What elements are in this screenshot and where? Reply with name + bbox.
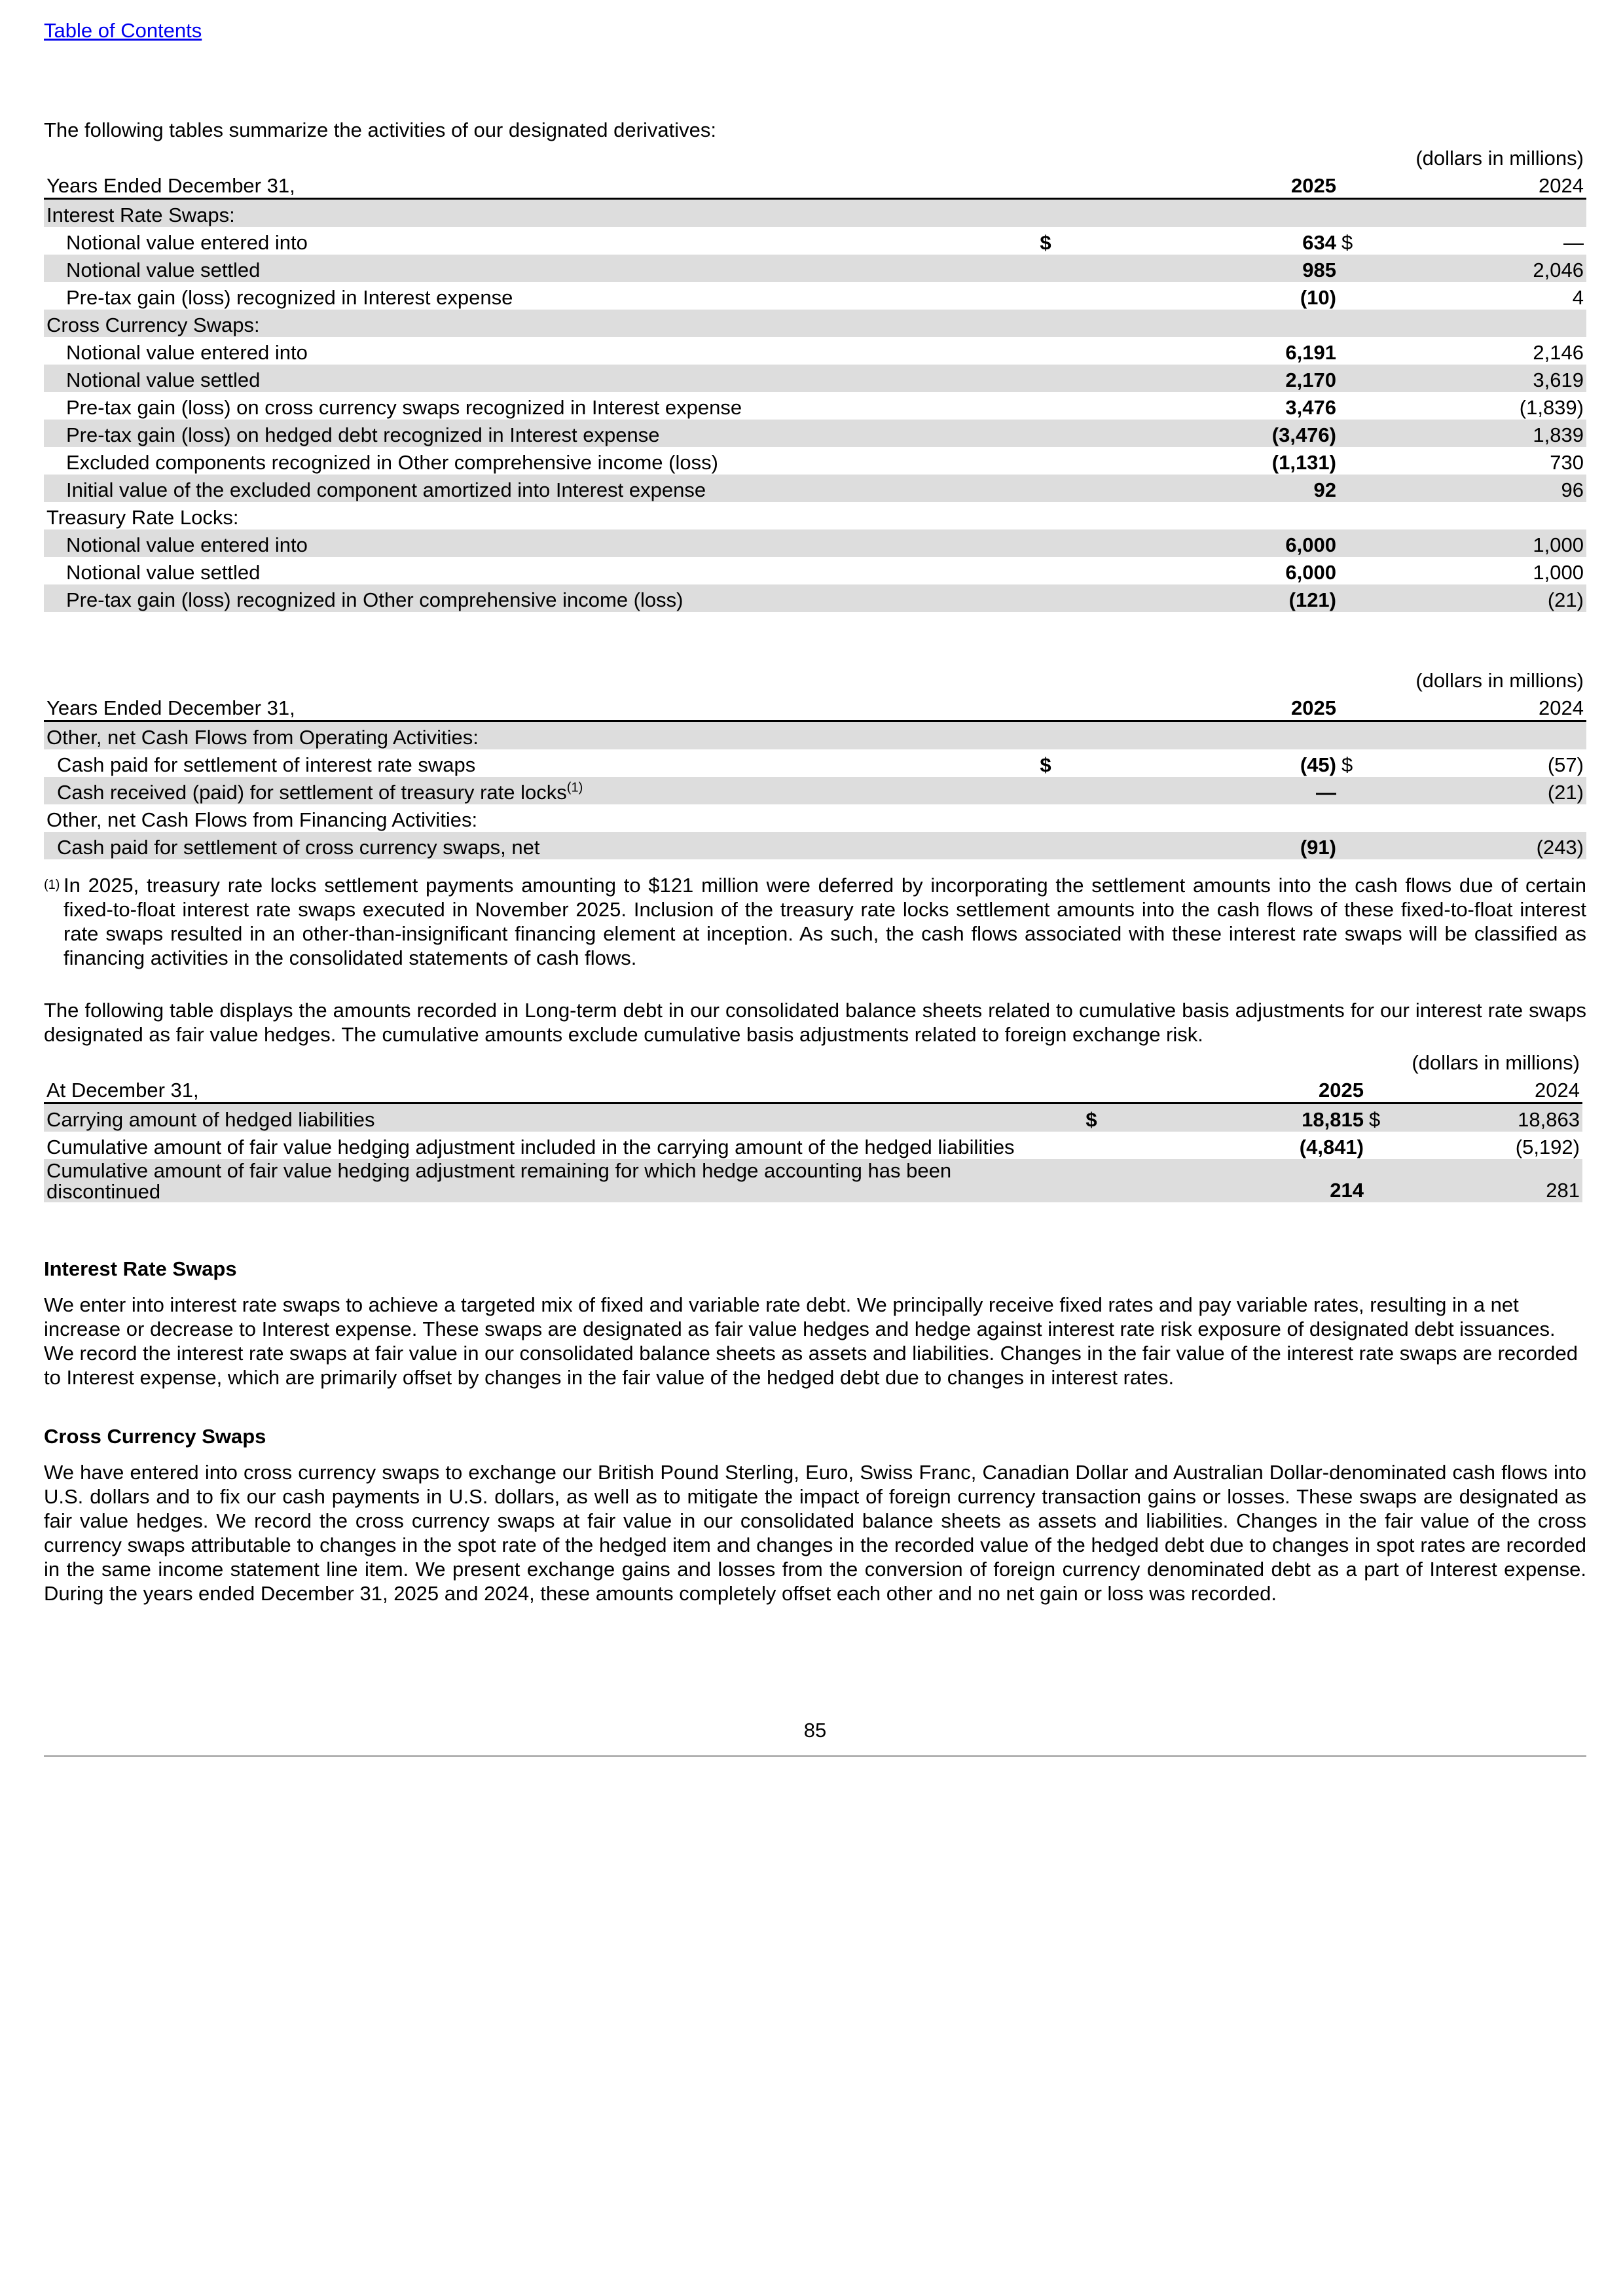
currency-symbol-2024 — [1339, 310, 1365, 337]
row-label-text: Initial value of the excluded component amortized into Interest expense — [66, 478, 706, 501]
row-label — [44, 1132, 1072, 1159]
currency-symbol-2025 — [1019, 199, 1072, 228]
row-label — [44, 749, 1019, 777]
row-label-text: Cumulative amount of fair value hedging adjustment remaining for which hedge accounting has been discontinued — [46, 1159, 952, 1203]
row-label-text: Cash paid for settlement of cross currency swaps, net — [57, 835, 540, 859]
currency-symbol-2025 — [1019, 420, 1072, 447]
currency-symbol-2024 — [1339, 721, 1365, 750]
footer-divider — [44, 1755, 1586, 1757]
value-2024: 2,146 — [1533, 340, 1584, 364]
currency-symbol-2024 — [1339, 557, 1365, 584]
currency-symbol-2025 — [1019, 447, 1072, 475]
value-2024: 1,839 — [1365, 420, 1586, 447]
row-label-text: Cash paid for settlement of interest rate swaps — [57, 753, 476, 776]
currency-symbol-2025 — [1072, 1132, 1111, 1159]
table-row — [44, 310, 1586, 337]
row-label-text: Excluded components recognized in Other comprehensive income (loss) — [66, 450, 718, 474]
table-row — [44, 749, 1586, 777]
fair-value-hedge-table — [44, 1047, 1582, 1202]
table-row — [44, 557, 1586, 584]
value-2024: 18,863 — [1393, 1103, 1582, 1132]
value-2024: 3,619 — [1365, 365, 1586, 392]
designated-derivatives-table — [44, 143, 1586, 612]
value-2024: — — [1563, 230, 1584, 254]
currency-symbol-2025 — [1019, 557, 1072, 584]
value-2024 — [1365, 721, 1586, 750]
value-2024 — [1365, 199, 1586, 228]
table-row — [44, 804, 1586, 832]
table-row — [44, 365, 1586, 392]
currency-symbol-2024 — [1339, 282, 1365, 310]
table-row — [44, 1103, 1582, 1132]
period-label: Years Ended December 31, — [44, 692, 1019, 721]
row-label-text: Notional value entered into — [66, 340, 308, 364]
footnote — [44, 873, 1586, 970]
table-row — [44, 1132, 1582, 1159]
row-label-text: Pre-tax gain (loss) recognized in Other comprehensive income (loss) — [66, 588, 684, 611]
value-2025: 634 — [1302, 230, 1336, 254]
currency-symbol-2024 — [1339, 337, 1365, 365]
value-2025: 3,476 — [1285, 395, 1336, 419]
value-2024: 730 — [1550, 450, 1584, 474]
value-2025: (91) — [1072, 832, 1339, 859]
footnote-text: In 2025, treasury rate locks settlement payments amounting to $121 million were deferred by incorporating the settlement amounts into the cash flows due of certain fixed-to-float interest rate swaps executed in November 2025. Inclusion of the treasury rate locks settlement amounts into the cash flows of these fixed-to-float interest rate swaps resulted in an other-than-insignificant financing element at inception. As such, the cash flows associated with these interest rate swaps will be classified as financing activities in the consolidated statements of cash flows. — [64, 874, 1586, 969]
column-header-2024: 2024 — [1393, 1075, 1582, 1103]
value-2025: (3,476) — [1072, 420, 1339, 447]
currency-symbol-2024 — [1339, 804, 1365, 832]
row-label — [44, 502, 1019, 529]
value-2024 — [1365, 502, 1586, 529]
table-row — [44, 832, 1586, 859]
row-label-text: Treasury Rate Locks: — [46, 505, 239, 529]
units-label: (dollars in millions) — [1412, 1050, 1580, 1074]
currency-symbol-2024 — [1339, 502, 1365, 529]
value-2025: 985 — [1072, 255, 1339, 282]
table-row — [44, 255, 1586, 282]
column-header-2024: 2024 — [1365, 170, 1586, 199]
row-label — [44, 420, 1019, 447]
cross-currency-swaps-body: We have entered into cross currency swaps to exchange our British Pound Sterling, Euro, Swiss Franc, Canadian Dollar and Australian Dollar-denominated cash flows into U.S. dollars and to fix our cash payments in U.S. dollars, as well as to mitigate the impact of foreign currency transaction gains or losses. These swaps are designated as fair value hedges. We record the cross currency swaps at fair value in our consolidated balance sheets as assets and liabilities. Changes in the fair value of the cross currency swaps attributable to changes in the spot rate of the hedged item and changes in the recorded value of the hedged debt due to changes in spot rates are recorded in the same income statement line item. We present exchange gains and losses from the conversion of foreign currency denominated debt as a part of Interest expense. During the years ended December 31, 2025 and 2024, these amounts completely offset each other and no net gain or loss was recorded. — [44, 1461, 1586, 1605]
row-label — [44, 475, 1019, 502]
column-header-2025: 2025 — [1072, 692, 1339, 721]
value-2025 — [1072, 804, 1339, 832]
value-2025: 18,815 — [1111, 1103, 1366, 1132]
currency-symbol-2025 — [1019, 392, 1072, 420]
intro-derivatives-text: The following tables summarize the activities of our designated derivatives: — [44, 118, 716, 141]
currency-symbol-2024: $ — [1366, 1103, 1393, 1132]
table-row — [44, 337, 1586, 365]
column-header-2024: 2024 — [1365, 692, 1586, 721]
period-label: Years Ended December 31, — [44, 170, 1019, 199]
row-label — [44, 255, 1019, 282]
currency-symbol-2025 — [1072, 1159, 1111, 1202]
currency-symbol-2025: $ — [1040, 230, 1051, 254]
value-2024 — [1365, 310, 1586, 337]
currency-symbol-2024 — [1339, 777, 1365, 804]
value-2024: 2,046 — [1365, 255, 1586, 282]
period-label: At December 31, — [44, 1075, 1072, 1103]
value-2024: 281 — [1393, 1159, 1582, 1202]
column-header-2025: 2025 — [1111, 1075, 1366, 1103]
value-2024: 96 — [1365, 475, 1586, 502]
footnote-mark: (1) — [44, 878, 60, 892]
row-label-text: Cash received (paid) for settlement of treasury rate locks — [57, 780, 567, 804]
units-label: (dollars in millions) — [1415, 668, 1584, 692]
currency-symbol-2024: $ — [1341, 230, 1353, 254]
row-label — [44, 282, 1019, 310]
value-2025: 6,191 — [1285, 340, 1336, 364]
currency-symbol-2025: $ — [1072, 1103, 1111, 1132]
table-row — [44, 199, 1586, 228]
interest-rate-swaps-heading: Interest Rate Swaps — [44, 1257, 237, 1280]
currency-symbol-2025 — [1019, 529, 1072, 557]
row-label — [44, 1103, 1072, 1132]
currency-symbol-2025 — [1019, 337, 1072, 365]
value-2025 — [1072, 502, 1339, 529]
currency-symbol-2024 — [1339, 447, 1365, 475]
currency-symbol-2025 — [1019, 310, 1072, 337]
table-row — [44, 420, 1586, 447]
currency-symbol-2025 — [1019, 777, 1072, 804]
row-label — [44, 337, 1019, 365]
value-2025: — — [1072, 777, 1339, 804]
value-2025: (10) — [1300, 285, 1336, 309]
value-2024: (57) — [1547, 753, 1584, 776]
value-2025: (121) — [1072, 584, 1339, 612]
row-label — [44, 365, 1019, 392]
value-2024: 1,000 — [1533, 560, 1584, 584]
row-label-text: Pre-tax gain (loss) on cross currency swaps recognized in Interest expense — [66, 395, 742, 419]
currency-symbol-2024 — [1339, 392, 1365, 420]
currency-symbol-2024 — [1339, 584, 1365, 612]
currency-symbol-2024 — [1339, 420, 1365, 447]
row-label — [44, 310, 1019, 337]
row-label — [44, 777, 1019, 804]
value-2025: (45) — [1300, 753, 1336, 776]
row-label-text: Interest Rate Swaps: — [46, 203, 235, 226]
table-row — [44, 721, 1586, 750]
currency-symbol-2024 — [1339, 529, 1365, 557]
currency-symbol-2025: $ — [1040, 753, 1051, 776]
table-row — [44, 529, 1586, 557]
row-label-text: Notional value settled — [66, 258, 261, 281]
currency-symbol-2025 — [1019, 584, 1072, 612]
currency-symbol-2024 — [1339, 255, 1365, 282]
cash-flows-derivatives-table — [44, 665, 1586, 859]
value-2025: 6,000 — [1072, 529, 1339, 557]
table-row — [44, 392, 1586, 420]
value-2025 — [1072, 721, 1339, 750]
row-label-text: Other, net Cash Flows from Operating Activities: — [46, 725, 479, 749]
table-row — [44, 282, 1586, 310]
currency-symbol-2025 — [1019, 721, 1072, 750]
row-label-text: Pre-tax gain (loss) on hedged debt recognized in Interest expense — [66, 423, 660, 446]
value-2025 — [1072, 310, 1339, 337]
currency-symbol-2024 — [1366, 1159, 1393, 1202]
value-2024: 4 — [1572, 285, 1584, 309]
table-row — [44, 1159, 1582, 1202]
value-2024: 1,000 — [1365, 529, 1586, 557]
value-2025: 2,170 — [1072, 365, 1339, 392]
currency-symbol-2024 — [1366, 1132, 1393, 1159]
row-label-text: Notional value entered into — [66, 230, 308, 254]
row-label-text: Notional value settled — [66, 368, 261, 391]
interest-rate-swaps-body: We enter into interest rate swaps to achieve a targeted mix of fixed and variable rate debt. We principally receive fixed rates and pay variable rates, resulting in a net increase or decrease to Interest expense. These swaps are designated as fair value hedges and hedge against interest rate risk exposure of designated debt issuances. We record the interest rate swaps at fair value in our consolidated balance sheets as assets and liabilities. Changes in the fair value of the interest rate swaps are recorded to Interest expense, which are primarily offset by changes in the fair value of the hedged debt due to changes in interest rates. — [44, 1293, 1578, 1389]
currency-symbol-2025 — [1019, 365, 1072, 392]
table-of-contents-link[interactable]: Table of Contents — [44, 19, 202, 42]
currency-symbol-2025 — [1019, 282, 1072, 310]
value-2024: (5,192) — [1515, 1135, 1580, 1158]
currency-symbol-2025 — [1019, 475, 1072, 502]
value-2025: 214 — [1111, 1159, 1366, 1202]
currency-symbol-2024: $ — [1341, 753, 1353, 776]
page-number: 85 — [803, 1719, 827, 1742]
currency-symbol-2024 — [1339, 199, 1365, 228]
intro-hedged-liabilities-text: The following table displays the amounts recorded in Long-term debt in our consolidated balance sheets related to cumulative basis adjustments for our interest rate swaps designated as fair value hedges. The cumulative amounts exclude cumulative basis adjustments related to foreign exchange risk. — [44, 999, 1586, 1046]
row-label-text: Notional value entered into — [66, 533, 308, 556]
row-label — [44, 557, 1019, 584]
value-2025: (1,131) — [1271, 450, 1336, 474]
currency-symbol-2025 — [1019, 502, 1072, 529]
currency-symbol-2024 — [1339, 832, 1365, 859]
currency-symbol-2025 — [1019, 804, 1072, 832]
row-label — [44, 1159, 1072, 1202]
row-label — [44, 392, 1019, 420]
value-2024 — [1365, 804, 1586, 832]
cross-currency-swaps-heading: Cross Currency Swaps — [44, 1425, 266, 1448]
table-row — [44, 475, 1586, 502]
row-label — [44, 721, 1019, 750]
table-row — [44, 447, 1586, 475]
row-label-text: Pre-tax gain (loss) recognized in Interest expense — [66, 285, 513, 309]
value-2024: (21) — [1365, 777, 1586, 804]
footnote-reference: (1) — [566, 780, 583, 795]
currency-symbol-2024 — [1339, 365, 1365, 392]
currency-symbol-2025 — [1019, 255, 1072, 282]
currency-symbol-2025 — [1019, 832, 1072, 859]
units-label: (dollars in millions) — [1415, 146, 1584, 170]
value-2025: (4,841) — [1299, 1135, 1364, 1158]
row-label-text: Cross Currency Swaps: — [46, 313, 260, 336]
value-2024: (1,839) — [1519, 395, 1584, 419]
row-label — [44, 584, 1019, 612]
value-2025: 92 — [1072, 475, 1339, 502]
row-label — [44, 529, 1019, 557]
value-2024: (21) — [1365, 584, 1586, 612]
row-label — [44, 447, 1019, 475]
row-label — [44, 199, 1019, 228]
value-2025 — [1072, 199, 1339, 228]
table-row — [44, 584, 1586, 612]
row-label — [44, 804, 1019, 832]
value-2025: 6,000 — [1285, 560, 1336, 584]
table-row — [44, 777, 1586, 804]
column-header-2025: 2025 — [1072, 170, 1339, 199]
row-label-text: Other, net Cash Flows from Financing Activities: — [46, 808, 478, 831]
row-label-text: Notional value settled — [66, 560, 261, 584]
value-2024: (243) — [1365, 832, 1586, 859]
row-label-text: Carrying amount of hedged liabilities — [46, 1107, 375, 1131]
table-row — [44, 502, 1586, 529]
currency-symbol-2024 — [1339, 475, 1365, 502]
row-label-text: Cumulative amount of fair value hedging adjustment included in the carrying amount of the hedged liabilities — [46, 1135, 1015, 1158]
table-row — [44, 227, 1586, 255]
row-label — [44, 227, 1019, 255]
row-label — [44, 832, 1019, 859]
